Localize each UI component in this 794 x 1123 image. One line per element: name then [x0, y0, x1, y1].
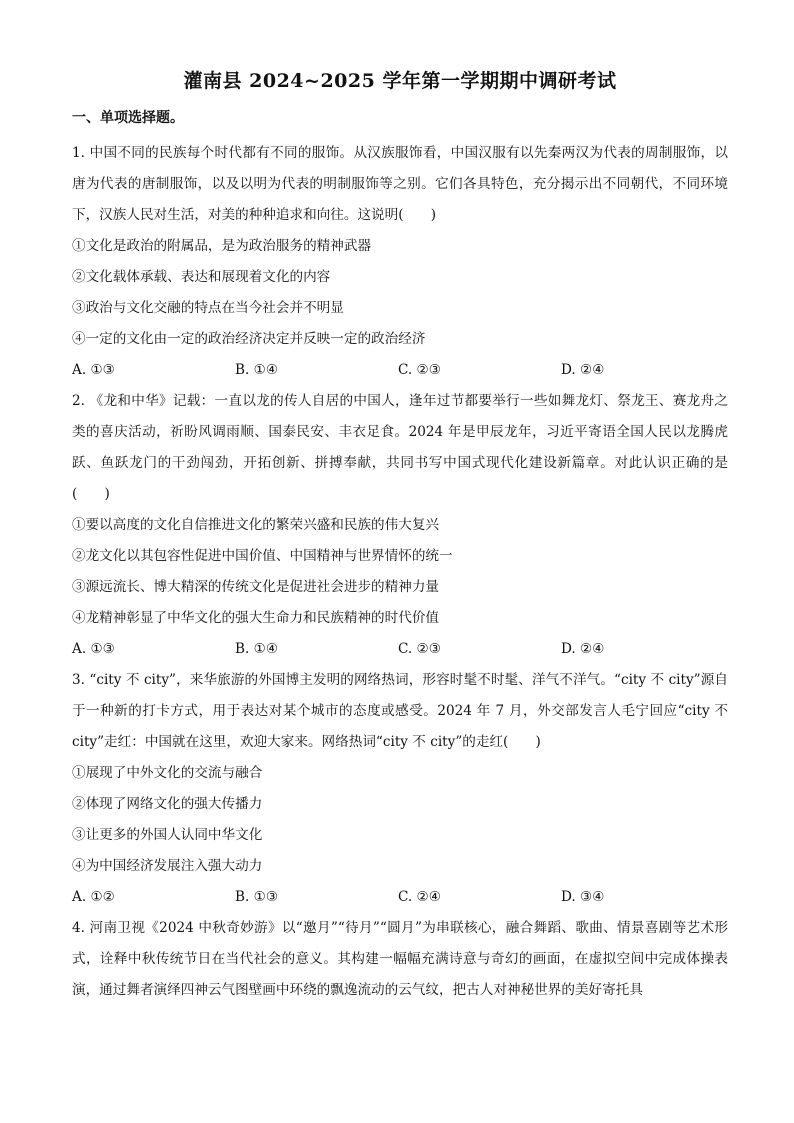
question-stem: 3. “city 不 city”，来华旅游的外国博主发明的网络热词，形容时髦不时髦、洋气不洋气。“city 不 city”源自于一种新的打卡方式，用于表达对某个城市的态度或感受。2024 年 7 月，外交部发言人毛宁回应“city 不 city”走红：中国就在这里，欢迎大家来。网络热词“city 不 city”的走红( ) [72, 672, 728, 750]
choice-d: D. ③④ [561, 889, 605, 905]
statement-3: ③让更多的外国人认同中华文化 [72, 827, 263, 843]
answer-choices [72, 634, 728, 665]
choice-c: C. ②④ [398, 889, 441, 905]
question-stem: 1. 中国不同的民族每个时代都有不同的服饰。从汉族服饰看，中国汉服有以先秦两汉为代表的周制服饰，以唐为代表的唐制服饰，以及以明为代表的明制服饰等之别。它们各具特色，充分揭示出不同朝代，不同环境下，汉族人民对生活，对美的种种追求和向往。这说明( ) [72, 145, 728, 223]
choice-d: D. ②④ [561, 641, 605, 657]
choice-a: A. ①③ [72, 641, 115, 657]
choice-c: C. ②③ [398, 362, 441, 378]
question-stem: 4. 河南卫视《2024 中秋奇妙游》以“邀月”“待月”“圆月”为串联核心，融合舞蹈、歌曲、情景喜剧等艺术形式，诠释中秋传统节日在当代社会的意义。其构建一幅幅充满诗意与奇幻的画面，在虚拟空间中完成体操表演，通过舞者演绎四神云气图壁画中环绕的飘逸流动的云气纹，把古人对神秘世界的美好寄托具 [72, 920, 728, 998]
choice-a: A. ①② [72, 889, 115, 905]
section-heading: 一、单项选择题。 [72, 110, 184, 126]
question-4 [72, 913, 728, 1006]
statement-3: ③政治与文化交融的特点在当今社会并不明显 [72, 300, 344, 316]
statement-4: ④一定的文化由一定的政治经济决定并反映一定的政治经济 [72, 331, 426, 347]
answer-choices [72, 355, 728, 386]
choice-c: C. ②③ [398, 641, 441, 657]
exam-title: 灌南县 2024~2025 学年第一学期期中调研考试 [183, 70, 617, 92]
answer-choices [72, 882, 728, 913]
choice-b: B. ①④ [235, 362, 279, 378]
question-1 [72, 138, 728, 386]
choice-a: A. ①③ [72, 362, 115, 378]
statement-2: ②体现了网络文化的强大传播力 [72, 796, 263, 812]
statement-3: ③源远流长、博大精深的传统文化是促进社会进步的精神力量 [72, 579, 440, 595]
statement-4: ④为中国经济发展注入强大动力 [72, 858, 263, 874]
statement-1: ①要以高度的文化自信推进文化的繁荣兴盛和民族的伟大复兴 [72, 517, 440, 533]
statement-2: ②龙文化以其包容性促进中国价值、中国精神与世界情怀的统一 [72, 548, 453, 564]
question-stem: 2. 《龙和中华》记载：一直以龙的传人自居的中国人，逢年过节都要举行一些如舞龙灯、祭龙王、赛龙舟之类的喜庆活动，祈盼风调雨顺、国泰民安、丰衣足食。2024 年是甲辰龙年，习近平寄语全国人民以龙腾虎跃、鱼跃龙门的干劲闯劲，开拓创新、拼搏奉献，共同书写中国式现代化建设新篇章。对此认识正确的是( ) [72, 393, 728, 502]
choice-d: D. ②④ [561, 362, 605, 378]
statement-2: ②文化载体承载、表达和展现着文化的内容 [72, 269, 331, 285]
statement-1: ①文化是政治的附属品，是为政治服务的精神武器 [72, 238, 372, 254]
question-3 [72, 665, 728, 913]
question-2 [72, 386, 728, 665]
choice-b: B. ①④ [235, 641, 279, 657]
choice-b: B. ①③ [235, 889, 279, 905]
statement-1: ①展现了中外文化的交流与融合 [72, 765, 263, 781]
statement-4: ④龙精神彰显了中华文化的强大生命力和民族精神的时代价值 [72, 610, 440, 626]
